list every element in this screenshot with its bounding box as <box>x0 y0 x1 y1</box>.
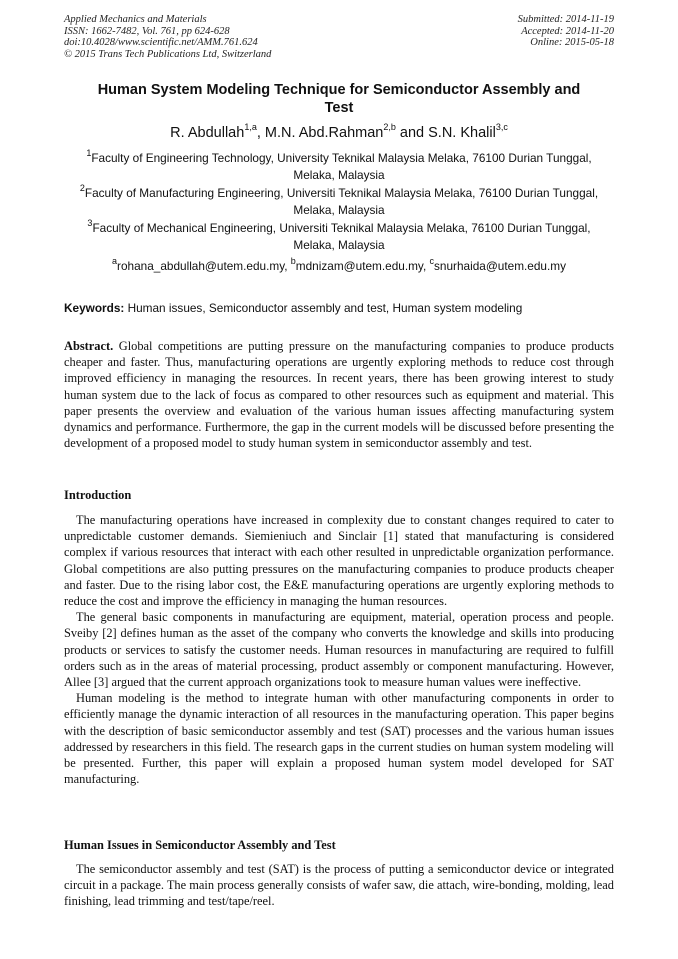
abstract-text: Global competitions are putting pressure on the manufacturing companies to produce products cheaper and faster. Thus, manufacturing operations are urgently exploring methods to reduce cost through improved efficiency in managing the resources. In recent years, there has been growing interest to study human system due to the lack of focus as compared to other resources such as equipment and material. This paper presents the overview and evaluation of the various human issues affecting manufacturing system dynamics and performance. Furthermore, the gap in the current models will be discussed before presenting the development of a proposed model to study human system in semiconductor assembly and test. <box>64 339 614 451</box>
title-line-2: Test <box>324 100 354 116</box>
affiliation-line: Melaka, Malaysia <box>293 168 385 182</box>
introduction-body <box>64 512 614 787</box>
paragraph: The general basic components in manufacturing are equipment, material, operation process and people. Sveiby [2] defines human as the asset of the company who converts the knowledge and skills into producing products or services to satisfy the customer needs. Human resources in manufacturing are required to fulfill orders such as in the areas of material processing, product assembly or component manufacturing. However, Allee [3] argued that the current approach organizations took to measure human values were ineffective. <box>64 610 614 690</box>
email-sup: b <box>290 256 296 267</box>
journal-name: Applied Mechanics and Materials <box>64 14 207 25</box>
author-2-sup: 2,b <box>383 122 396 133</box>
keywords <box>64 300 614 316</box>
online-date: Online: 2015-05-18 <box>530 37 614 49</box>
paragraph: Human modeling is the method to integrate human with other manufacturing components in order to efficiently manage the dynamic interaction of all resources in the manufacturing operation. This paper begins with the description of basic semiconductor assembly and test (SAT) processes and the various human issues addressed by researchers in this field. The research gaps in the current studies on human system modeling will be presented. Further, this paper will explain a proposed human system model developed for SAT manufacturing. <box>64 691 614 787</box>
accepted-date: Accepted: 2014-11-20 <box>521 25 614 37</box>
author-1: R. Abdullah <box>170 125 245 141</box>
section-2-body <box>64 861 614 910</box>
paragraph: The manufacturing operations have increased in complexity due to constant changes required to cater to unpredictable customer demands. Siemieniuch and Sinclair [1] stated that manufacturing is considered complex if various resources that interact with each other resulted in unpredictable organization performance. Global competitions are also putting pressures on the manufacturing companies to produce products cheaper and faster. Due to the rising labor cost, the E&E manufacturing operations are urgently exploring methods to reduce the cost and improve the efficiency in managing the human resources. <box>64 513 614 609</box>
introduction-heading: Introduction <box>64 488 132 502</box>
author-separator: , <box>256 125 265 141</box>
journal-copyright: © 2015 Trans Tech Publications Ltd, Switzerland <box>64 48 272 60</box>
keywords-label: Keywords: <box>64 301 125 315</box>
affiliation-line: Faculty of Mechanical Engineering, Universiti Teknikal Malaysia Melaka, 76100 Durian Tunggal, <box>92 221 591 235</box>
affiliation-sup: 2 <box>79 183 85 194</box>
section-2-heading: Human Issues in Semiconductor Assembly and Test <box>64 838 336 852</box>
affiliation-sup: 1 <box>86 148 92 159</box>
author-3-sup: 3,c <box>495 122 508 133</box>
abstract <box>64 338 614 451</box>
email-sup: a <box>112 256 118 267</box>
journal-doi: doi:10.4028/www.scientific.net/AMM.761.624 <box>64 37 258 49</box>
author-emails <box>64 258 614 275</box>
author-3: S.N. Khalil <box>428 125 496 141</box>
affiliation-sup: 3 <box>87 218 93 229</box>
affiliation-3 <box>64 220 614 254</box>
email-sup: c <box>429 256 434 267</box>
title-line-1: Human System Modeling Technique for Semiconductor Assembly and <box>97 82 581 98</box>
email-b: mdnizam@utem.edu.my, <box>295 259 430 273</box>
author-separator: and <box>395 125 429 141</box>
author-1-sup: 1,a <box>244 122 257 133</box>
affiliation-line: Faculty of Engineering Technology, University Teknikal Malaysia Melaka, 76100 Durian Tunggal, <box>91 151 592 165</box>
affiliation-1 <box>64 150 614 184</box>
email-a: rohana_abdullah@utem.edu.my, <box>117 259 291 273</box>
abstract-label: Abstract. <box>64 339 114 353</box>
submitted-date: Submitted: 2014-11-19 <box>517 14 614 25</box>
author-list <box>64 124 614 142</box>
paragraph: The semiconductor assembly and test (SAT) is the process of putting a semiconductor device or integrated circuit in a package. The main process generally consists of wafer saw, die attach, wire-bonding, molding, lead finishing, lead trimming and test/tape/reel. <box>64 862 614 909</box>
email-c: snurhaida@utem.edu.my <box>434 259 566 273</box>
paper-title <box>64 81 614 117</box>
affiliation-line: Melaka, Malaysia <box>293 203 385 217</box>
author-2: M.N. Abd.Rahman <box>264 125 384 141</box>
journal-header-right <box>518 14 614 49</box>
affiliation-line: Melaka, Malaysia <box>293 238 385 252</box>
journal-header-left <box>64 14 271 60</box>
journal-issn: ISSN: 1662-7482, Vol. 761, pp 624-628 <box>64 25 230 37</box>
affiliation-line: Faculty of Manufacturing Engineering, Universiti Teknikal Malaysia Melaka, 76100 Durian Tunggal, <box>84 186 599 200</box>
affiliation-2 <box>64 185 614 219</box>
keywords-text: Human issues, Semiconductor assembly and test, Human system modeling <box>124 301 523 315</box>
